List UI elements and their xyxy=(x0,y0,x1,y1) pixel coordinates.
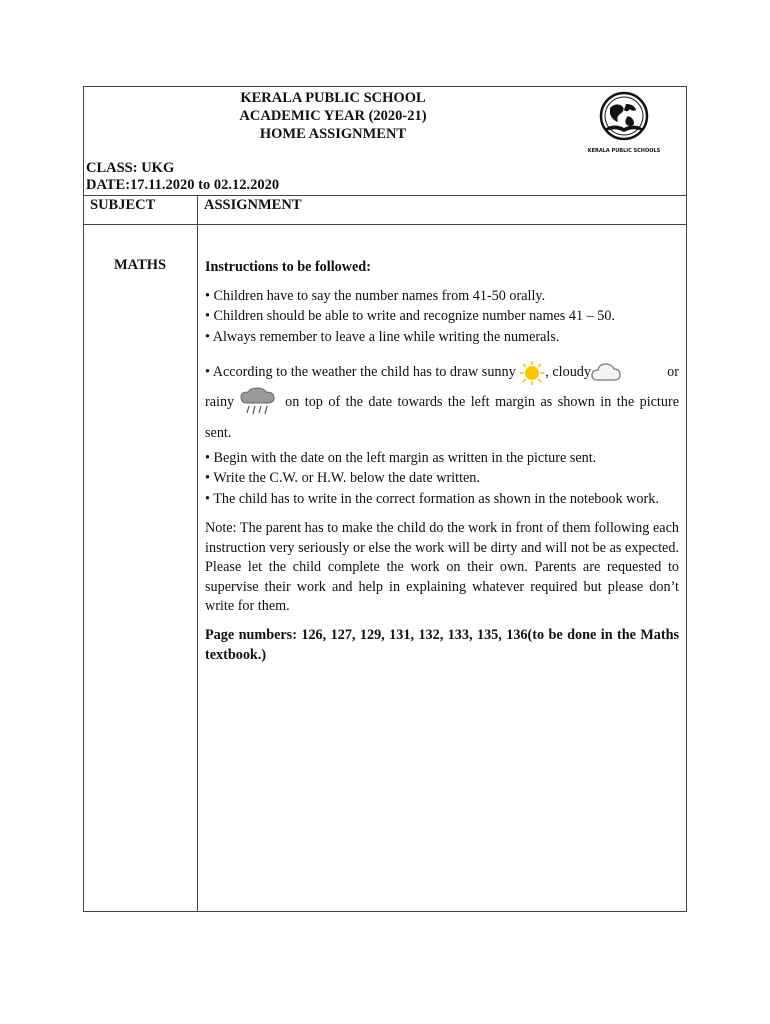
weather-text: rainy xyxy=(205,394,235,410)
weather-text: , cloudy xyxy=(545,364,591,380)
assignment-content xyxy=(205,257,679,666)
subject-name: MATHS xyxy=(114,257,167,273)
svg-text:· · · ·: · · · · xyxy=(618,135,630,140)
table-divider xyxy=(83,224,687,225)
instruction-item: • Children have to say the number names from 41-50 orally. xyxy=(205,287,546,304)
weather-text: or xyxy=(667,364,679,380)
parent-note: Note: The parent has to make the child do the work in front of them following each instruction very seriously or else the work will be dirty and will not be as expected. Please let the child complete the work on their own. Parents are requested to supervise their work and help in explaining whatever required but please don’t write for them. xyxy=(205,520,679,615)
weather-text: on top of the date towards the left margin as shown in the picture sent. xyxy=(205,394,679,441)
school-name: KERALA PUBLIC SCHOOL xyxy=(240,90,426,106)
instruction-item: • Write the C.W. or H.W. below the date written. xyxy=(205,470,480,487)
cloud-icon xyxy=(591,362,621,384)
sun-icon xyxy=(519,360,545,386)
instruction-item: • The child has to write in the correct formation as shown in the notebook work. xyxy=(205,490,659,507)
class-label: CLASS: UKG xyxy=(86,160,175,176)
weather-text: • According to the weather the child has to draw sunny xyxy=(205,364,516,380)
date-label: DATE:17.11.2020 to 02.12.2020 xyxy=(86,177,280,193)
logo-caption: KERALA PUBLIC SCHOOLS xyxy=(587,148,661,154)
academic-year: ACADEMIC YEAR (2020-21) xyxy=(239,108,427,124)
instructions-heading: Instructions to be followed: xyxy=(205,259,371,275)
instruction-item: • Begin with the date on the left margin as written in the picture sent. xyxy=(205,449,597,466)
document-title: HOME ASSIGNMENT xyxy=(259,126,407,142)
document-header xyxy=(183,89,483,143)
table-divider xyxy=(83,195,687,196)
subject-column-header: SUBJECT xyxy=(90,197,156,213)
instruction-item: • Children should be able to write and recognize number names 41 – 50. xyxy=(205,308,615,324)
weather-instruction xyxy=(205,357,679,448)
assignment-column-header: ASSIGNMENT xyxy=(204,197,302,213)
rain-cloud-icon xyxy=(240,388,280,418)
school-logo xyxy=(587,92,661,154)
column-divider xyxy=(197,195,198,912)
instruction-item: • Always remember to leave a line while writing the numerals. xyxy=(205,328,560,345)
page-numbers: Page numbers: 126, 127, 129, 131, 132, 133, 135, 136(to be done in the Maths textbook.) xyxy=(205,626,679,664)
